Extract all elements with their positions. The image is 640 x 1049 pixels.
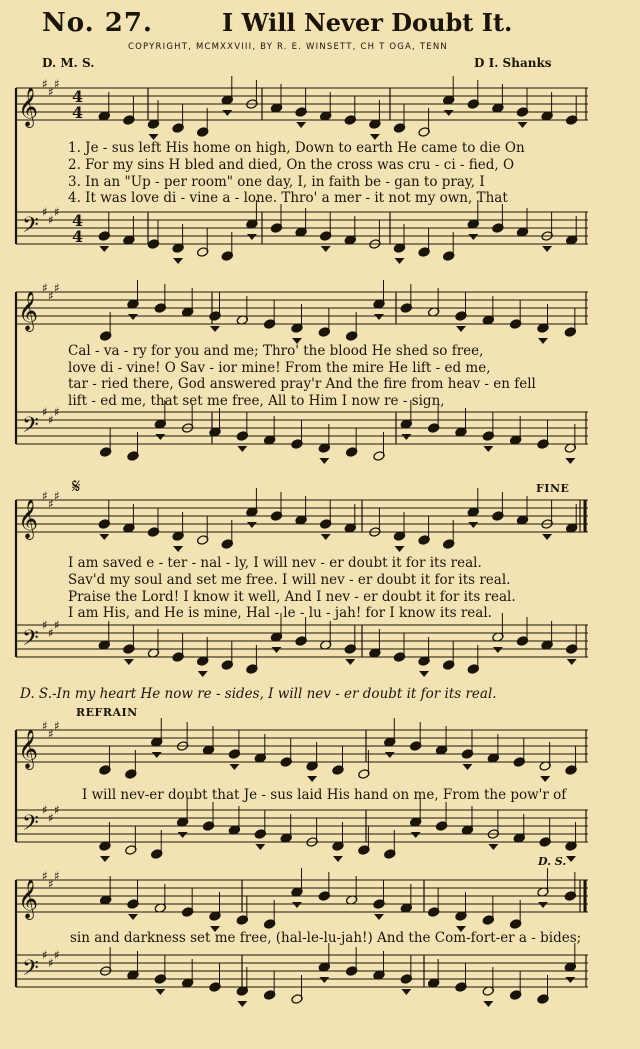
verse-3-line-2: tar - ried there, God answered pray'r And the fire from heav - en fell — [68, 376, 536, 392]
ds-end-mark: D. S. — [538, 855, 567, 868]
composer-label: D I. Shanks — [474, 56, 552, 70]
verse-1-line-2: Cal - va - ry for you and me; Thro' the blood He shed so free, — [68, 343, 484, 359]
svg-text:♯: ♯ — [42, 405, 48, 419]
svg-text:4: 4 — [72, 103, 84, 122]
song-number: No. 27. — [42, 8, 153, 38]
song-title: I Will Never Doubt It. — [222, 8, 513, 37]
verse-4-line-1: 4. It was love di - vine a - lone. Thro' a mer - it not my own, That — [68, 190, 508, 206]
svg-text:♯: ♯ — [42, 281, 48, 295]
verse-3-line-3: Praise the Lord! I know it well, And I nev - er doubt it for its real. — [68, 589, 516, 605]
svg-text:𝄢: 𝄢 — [22, 213, 39, 243]
svg-text:𝄞: 𝄞 — [18, 499, 39, 539]
svg-text:𝄢: 𝄢 — [22, 626, 39, 656]
svg-text:4: 4 — [72, 211, 84, 230]
verse-4-line-2: lift - ed me, that set me free, All to Him I now re - sign, — [68, 393, 445, 409]
svg-text:♯: ♯ — [42, 719, 48, 733]
svg-text:♯: ♯ — [42, 77, 48, 91]
svg-text:♯: ♯ — [48, 727, 54, 741]
svg-text:♯: ♯ — [54, 77, 60, 91]
svg-text:♯: ♯ — [42, 618, 48, 632]
svg-text:♯: ♯ — [54, 281, 60, 295]
svg-text:♯: ♯ — [54, 405, 60, 419]
svg-text:♯: ♯ — [54, 948, 60, 962]
svg-text:♯: ♯ — [48, 85, 54, 99]
svg-text:♯: ♯ — [42, 948, 48, 962]
svg-text:♯: ♯ — [42, 803, 48, 817]
svg-text:♯: ♯ — [48, 213, 54, 227]
svg-text:♯: ♯ — [42, 489, 48, 503]
verse-3-line-1: 3. In an "Up - per room" one day, I, in faith be - gan to pray, I — [68, 174, 485, 190]
meter-label: D. M. S. — [42, 56, 95, 70]
svg-text:♯: ♯ — [54, 803, 60, 817]
svg-text:♯: ♯ — [54, 205, 60, 219]
fine-mark: FINE — [536, 482, 570, 495]
svg-text:𝄞: 𝄞 — [18, 729, 39, 769]
svg-text:♯: ♯ — [48, 289, 54, 303]
verse-1-line-1: 1. Je - sus left His home on high, Down to earth He came to die On — [68, 140, 525, 156]
svg-text:♯: ♯ — [54, 618, 60, 632]
segno-sign: 𝄋 — [72, 474, 81, 498]
svg-text:♯: ♯ — [48, 497, 54, 511]
svg-text:♯: ♯ — [48, 811, 54, 825]
svg-text:𝄞: 𝄞 — [18, 87, 39, 127]
verse-2-line-1: 2. For my sins H bled and died, On the cross was cru - ci - fied, O — [68, 157, 515, 173]
verse-4-line-3: I am His, and He is mine, Hal - le - lu - jah! for I know its real. — [68, 605, 492, 621]
svg-text:♯: ♯ — [54, 719, 60, 733]
svg-text:♯: ♯ — [48, 413, 54, 427]
refrain-line-2: sin and darkness set me free, (hal-le-lu-jah!) And the Com-fort-er a - bides; — [70, 930, 582, 946]
copyright-notice: COPYRIGHT, MCMXXVIII, BY R. E. WINSETT, CH T OGA, TENN — [128, 42, 448, 52]
svg-text:𝄢: 𝄢 — [22, 413, 39, 443]
svg-text:♯: ♯ — [54, 869, 60, 883]
svg-text:𝄢: 𝄢 — [22, 811, 39, 841]
svg-text:♯: ♯ — [42, 869, 48, 883]
svg-text:♯: ♯ — [48, 626, 54, 640]
verse-2-line-2: love di - vine! O Sav - ior mine! From the mire He lift - ed me, — [68, 360, 491, 376]
svg-text:♯: ♯ — [42, 205, 48, 219]
svg-text:♯: ♯ — [54, 489, 60, 503]
verse-1-line-3: I am saved e - ter - nal - ly, I will nev - er doubt it for its real. — [68, 555, 482, 571]
svg-text:4: 4 — [72, 227, 84, 246]
svg-text:𝄢: 𝄢 — [22, 956, 39, 986]
svg-text:𝄞: 𝄞 — [18, 879, 39, 919]
refrain-line-1: I will nev-er doubt that Je - sus laid His hand on me, From the pow'r of — [82, 787, 567, 803]
ds-lyric-line: D. S.-In my heart He now re - sides, I will nev - er doubt it for its real. — [20, 686, 497, 702]
svg-text:♯: ♯ — [48, 877, 54, 891]
verse-2-line-3: Sav'd my soul and set me free. I will nev - er doubt it for its real. — [68, 572, 511, 588]
svg-text:𝄞: 𝄞 — [18, 291, 39, 331]
svg-text:4: 4 — [72, 87, 84, 106]
refrain-label: REFRAIN — [76, 706, 138, 719]
svg-text:♯: ♯ — [48, 956, 54, 970]
